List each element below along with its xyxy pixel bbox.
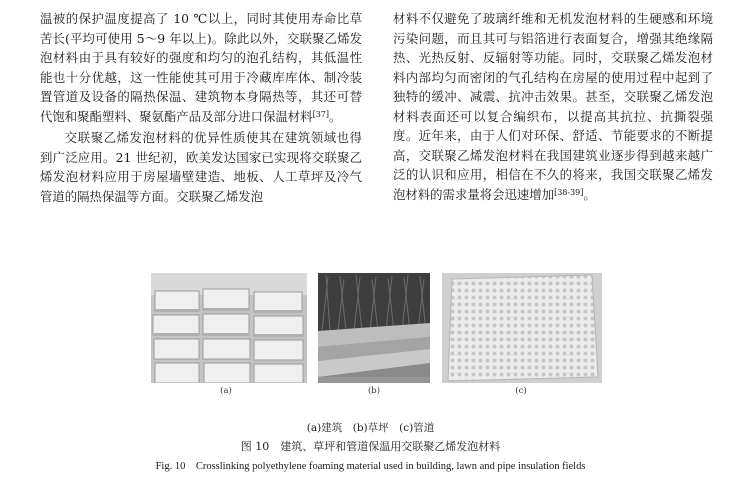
artificial-turf-photo-icon bbox=[318, 273, 430, 383]
paragraph bbox=[40, 128, 362, 206]
figure-caption-chinese: 图 10 建筑、草坪和管道保温用交联聚乙烯发泡材料 bbox=[240, 440, 501, 453]
figure-label-a: (a) bbox=[220, 386, 232, 396]
right-text-column bbox=[393, 9, 713, 204]
figure-panel-a bbox=[151, 273, 307, 383]
citation-ref[interactable]: [37] bbox=[312, 109, 330, 119]
paragraph-text: 交联聚乙烯发泡材料的优异性质使其在建筑领域也得到广泛应用。21 世纪初，欧美发达国家已实现将交联聚乙烯发泡材料应用于房屋墙壁建造、地板、人工草坪及冷气管道的隔热保温等方面。交联聚乙烯发泡 bbox=[40, 130, 362, 204]
figure-panel-b bbox=[318, 273, 430, 383]
citation-ref[interactable]: [38-39] bbox=[554, 187, 584, 197]
left-text-column bbox=[40, 9, 362, 206]
paragraph-end: 。 bbox=[329, 108, 342, 124]
foam-blocks-photo-icon bbox=[151, 273, 307, 383]
paragraph-end: 。 bbox=[583, 186, 596, 202]
figure-caption-english: Fig. 10 Crosslinking polyethylene foaming material used in building, lawn and pipe insulation fields bbox=[155, 461, 586, 472]
embossed-foam-sheet-photo-icon bbox=[442, 273, 602, 383]
paragraph-text: 材料不仅避免了玻璃纤维和无机发泡材料的生硬感和环境污染问题，而且其可与铝箔进行表面复合，增强其绝缘隔热、光热反射、反辐射等功能。同时，交联聚乙烯发泡材料内部均匀而密闭的气孔结构在房屋的使用过程中起到了独特的缓冲、减震、抗冲击效果。甚至，交联聚乙烯发泡材料表面还可以复合编织布，以提高其抗拉、抗撕裂强度。近年来，由于人们对环保、舒适、节能要求的不断提高，交联聚乙烯发泡材料在我国建筑业逐步得到越来越广泛的认识和应用，相信在不久的将来，我国交联聚乙烯发泡材料的需求量将会迅速增加 bbox=[393, 11, 713, 202]
figure-label-b: (b) bbox=[367, 386, 381, 396]
paragraph bbox=[40, 9, 362, 126]
paragraph bbox=[393, 9, 713, 204]
paragraph-text: 温被的保护温度提高了 10 ℃以上，同时其使用寿命比草苦长(平均可使用 5～9 年以上)。除此以外，交联聚乙烯发泡材料由于具有较好的强度和均匀的泡孔结构，其低温性能也十分优越，这一性能使其可用于冷藏库库体、制冷装置管道及设备的隔热保温、建筑物本身隔热等，其还可替代饱和聚酯塑料、聚氨酯产品及部分进口保温材料 bbox=[40, 11, 362, 124]
figure-label-c: (c) bbox=[515, 386, 527, 396]
figure-legend: (a)建筑 (b)草坪 (c)管道 bbox=[306, 422, 435, 434]
figure-panel-c bbox=[442, 273, 602, 383]
